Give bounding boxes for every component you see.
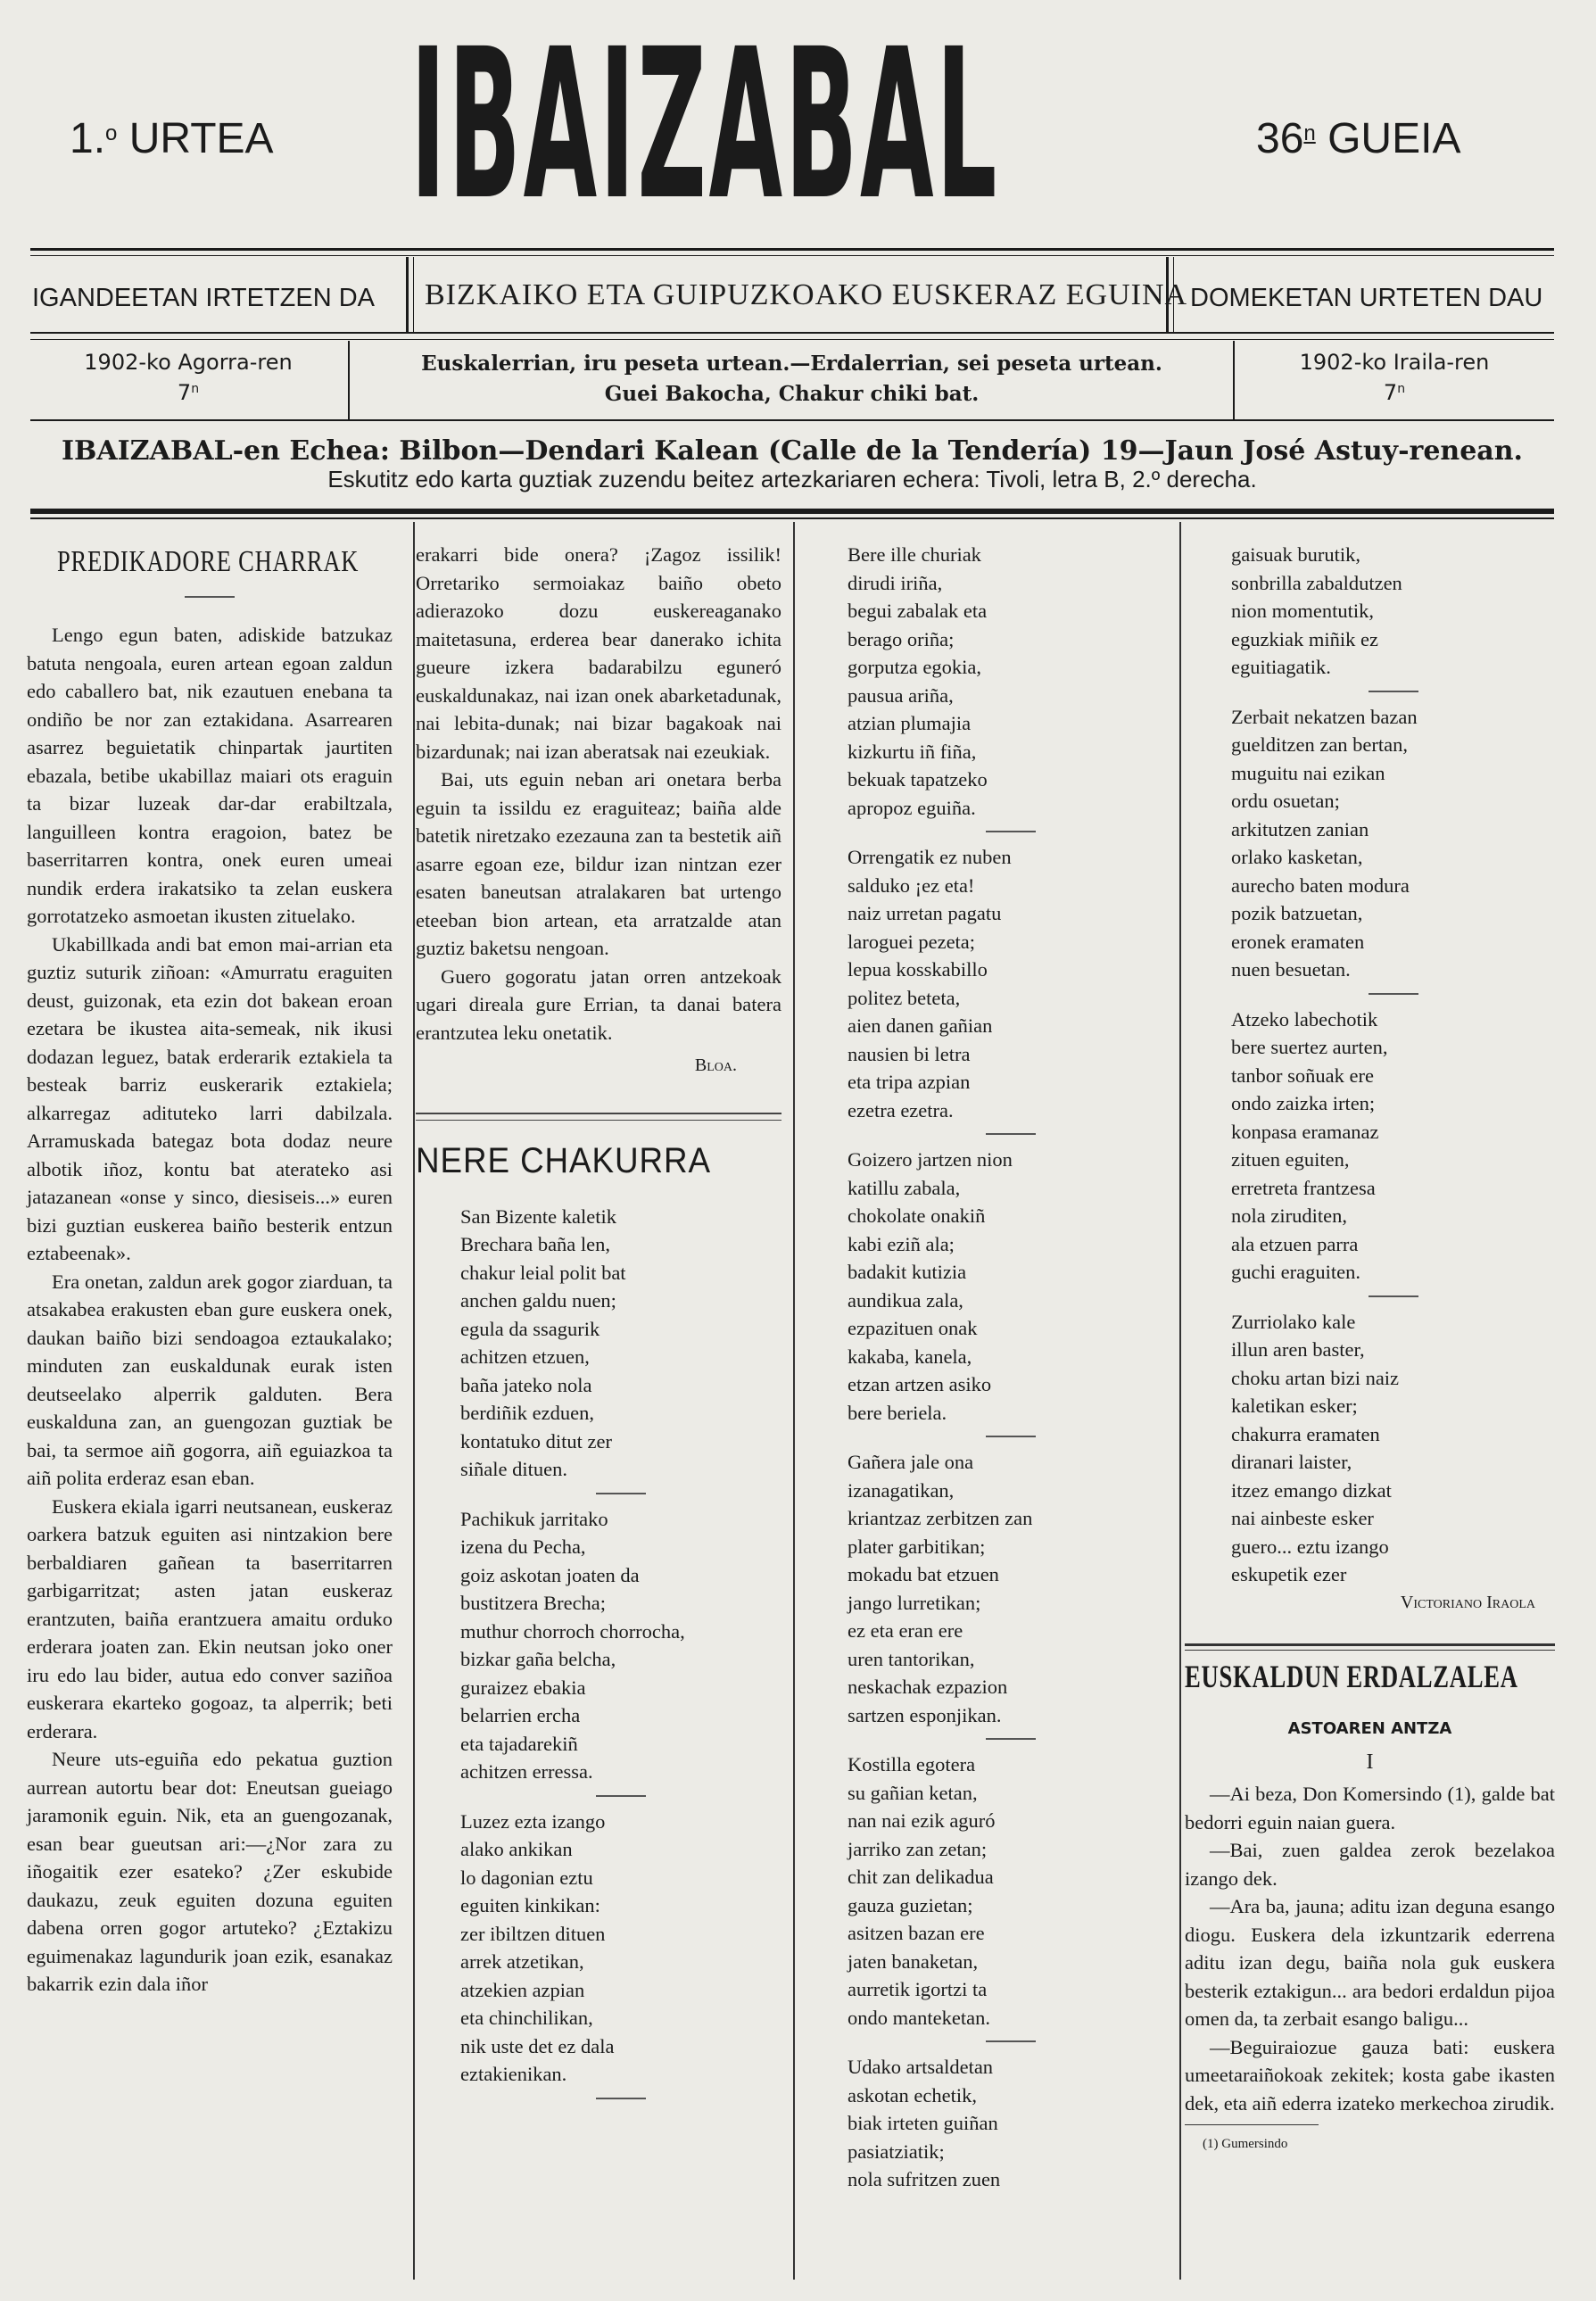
stanza-dash [596,1493,646,1494]
stanza-dash [1369,1295,1418,1297]
poem-stanza: Pachikuk jarritako izena du Pecha, goiz askotan joaten da bustitzera Brecha; muthur chorroch chorrocha, bizkar gaña belcha, guraizez ebakia belarrien ercha eta tajadarekiñ achitzen erressa. [460,1507,685,1783]
stanza-dash [986,1436,1036,1437]
info-left-day: 7 [177,380,192,405]
divider-thin [416,1120,781,1121]
rule-heavy-thin [30,517,1554,519]
stanza-dash [1369,993,1418,995]
poem-stanza: Luzez ezta izango alako ankikan lo dagonian eztu eguiten kinkikan: zer ibiltzen dituen arrek atzetikan, atzekien azpian eta chinchilikan, nik uste det ez dala eztakienikan. [460,1809,615,2085]
paragraph: Guero gogoratu jatan orren antzekoak ugari direala gure Errian, ta danai batera erantzutea leku onetatik. [416,964,781,1044]
divider [1185,1643,1555,1646]
column-1 [27,535,393,1999]
stanza-dash [986,1133,1036,1135]
column-3 [798,541,1173,2194]
rule-info-bottom [30,419,1554,421]
divider-thin [1185,1650,1555,1651]
paragraph: —Ara ba, jauna; aditu izan deguna esango diogu. Euskera dela izkuntzarik ederrena aditu izan degu, baiña nola guk euskera besterik eztakigun... ara bedori erdaldun pijoa omen da, ta zerbait esango baligu... [1185,1895,1555,2030]
article-title-wrap [1185,1659,1555,1702]
stanza-dash [986,1738,1036,1740]
info-right-day-wrap [1238,380,1551,405]
divider [416,1113,781,1114]
poem-stanza: Zurriolako kale illun aren baster, choku artan bizi naiz kaletikan esker; chakurra eramaten diranari laister, itzez emango dizkat nai ainbeste esker guero... eztu izango eskupetik ezer [1231,1310,1400,1585]
header-right: DOMEKETAN URTETEN DAU [1190,284,1543,312]
info-right-day: 7 [1383,380,1398,405]
chapter-numeral: I [1366,1750,1374,1774]
poem-stanza: gaisuak burutik, sonbrilla zabaldutzen nion momentutik, eguzkiak miñik ez eguitiagatik. [1231,543,1402,678]
rule-top [30,248,1554,251]
article-title-predikadore: PREDIKADORE CHARRAK [57,545,360,578]
issue-label [1256,114,1460,163]
stanza-dash [596,1795,646,1797]
office-address: IBAIZABAL-en Echea: Bilbon—Dendari Kalean (Calle de la Tendería) 19—Jaun José Astuy-renean. [61,435,1524,467]
paragraph: Era onetan, zaldun arek gogor ziarduan, ta atsakabea erakusten eban gure euskera onek, daukan baiño bizi sendoagoa eztaukalako; minduten zan euskaldunak eurak isten deutseelako alperrik galduten. Bera euskalduna zan, an guengozan guztiak be bai, ta sermoe aiñ gogorra, aiñ eguiazkoa ta aiñ polita erderaz esan eban. [27,1270,393,1489]
stanza-dash [986,2040,1036,2042]
paragraph: —Ai beza, Don Komersindo (1), galde bat bedorri eguin naian guera. [1185,1783,1555,1833]
issue-number: 36 [1256,115,1304,162]
signature-iraola: Victoriano Iraola [1400,1592,1535,1612]
poem-body [416,1203,781,2099]
paragraph: erakarri bide onera? ¡Zagoz issilik! Orretariko sermoiakaz baiño obeto adierazoko dozu euskereaganako maitetasuna, erderea bear danerako ichita gueure izkera badarabilzu eguneró euskaldunakaz, nai izan onek abarketadunak, nai lebita-dunak; nai bizar bagakoak nai bizardunak; nai izan aberatsak nai ezeukiak. [416,543,781,763]
paragraph: Bai, uts eguin neban ari onetara berba eguin ta issildu ez eraguiteaz; baiña alde batetik niretzako ezezauna zan ta bestetik aiñ asarre egoan eze, bildur izan nintzan ezer esaten baneutsan atralakaren bat urtengo eteeban bion artean, eta arratzalde atan guztiz baketsu nengoan. [416,768,781,959]
article-subtitle: ASTOAREN ANTZA [1287,1719,1452,1738]
paragraph: Lengo egun baten, adiskide batzukaz batuta nengoala, euren artean egoan zaldun edo caballero bat, nik ezautuen enebana ta ondiño be nor zan eztakidana. Asarrearen asarrez beguietatik chinpartak jaurtiten ebazala, betibe ukabillaz maiari ots eraguin ta bizar luzeak dar-dar erabiltzala, languilleen kontra eragoion, batez be baserritarren kontra, onek euren umeai nundik erdera irakatsiko ta zelan euskera gorrotatzeko asmoetan ikusten zituelako. [27,624,393,927]
rule-header-bottom [30,332,1554,334]
info-left-sup: n [191,382,200,396]
volume-label [70,114,274,163]
correspondence-address: Eskutitz edo karta guztiak zuzendu beitez artezkariaren echera: Tivoli, letra B, 2.º derecha. [327,466,1257,492]
poem-continuation [798,541,1173,2194]
info-left-date: 1902-ko Agorra-ren [84,350,293,375]
rule-top-thin [30,255,1554,256]
poem-stanza: Orrengatik ez nuben salduko ¡ez eta! naiz urretan pagatu laroguei pezeta; lepua kosskabillo politez beteta, aien danen gañian nausien bi letra eta tripa azpian ezetra ezetra. [848,846,1012,1122]
signature-bloa: Bloa. [694,1055,737,1075]
stanza-dash [1369,691,1418,692]
poem-stanza: Zerbait nekatzen bazan guelditzen zan bertan, muguitu nai ezikan ordu osuetan; arkitutzen zanian orlako kasketan, aurecho baten modura pozik batzuetan, eronek eramaten nuen besuetan. [1231,705,1418,981]
issue-price: Guei Bakocha, Chakur chiki bat. [604,382,980,406]
footnote-rule [1185,2124,1319,2125]
poem-stanza: San Bizente kaletik Brechara baña len, chakur leial polit bat anchen galdu nuen; egula da ssagurik achitzen etzuen, baña jateko nola berdiñik ezduen, kontatuko ditut zer siñale dituen. [460,1204,626,1480]
paragraph: —Beguiraiozue gauza bati: euskera umeetaraiñokoak zekitek; kosta gabe ikasten dek, eta aiñ ederra izateko merkechoa zirudik. [1185,2035,1555,2115]
year-word: URTEA [128,115,274,162]
header-divider-left-2 [413,257,414,332]
poem-stanza: Goizero jartzen nion katillu zabala, chokolate onakiñ kabi eziñ ala; badakit kutizia aundikua zala, ezpazituen onak kakaba, kanela, etzan artzen asiko bere beriela. [848,1148,1013,1424]
issue-superscript: n [1303,121,1316,145]
column-divider-3 [1179,522,1181,2280]
paragraph: Euskera ekiala igarri neutsanean, euskeraz oarkera batzuk eguiten asi nintzakion bere berbaldiaren gañean ta baserritarren garbigarritzat; asten jatan euskeraz erantzuten, baiña erantzuera amaitu orduko erderara joaten zan. Ekin neutsan joko oner iru edo lau bider, autua edo conver saziñoa euskerara ekarteko gogoaz, ta alperrik; beti erderara. [27,1494,393,1742]
poem-stanza: Atzeko labechotik bere suertez aurten, tanbor soñuak ere ondo zaizka irten; konpasa eramanaz zituen eguiten, erretreta frantzesa nola ziruditen, ala etzuen parra guchi eraguiten. [1231,1007,1388,1283]
paragraph: Neure uts-eguiña edo pekatua guztion aurrean autortu bear dot: Eneutsan gueiago jaramonik eguin. Nik, eta an guengozanak, esan bear gueutsan ari:—¿Nor zara zu iñogaitik ezer esateko? ¿Zer eskubide daukazu, zeuk eguiten dozuna eguiten dabena orren gogor artuteko? ¿Eztakizu eguimenakaz lagundurik joan ezik, esanakaz bakarrik ezin dala iñor [27,1748,393,1995]
paragraph: —Bai, zuen galdea zerok bezelakoa izango dek. [1185,1839,1555,1890]
poem-stanza: Gañera jale ona izanagatikan, kriantzaz zerbitzen zan plater garbitikan; mokadu bat etzuen jango lurretikan; ez eta eran ere uren tantorikan, neskachak ezpazion sartzen esponjikan. [848,1451,1033,1726]
poem-title-wrap [416,1140,781,1187]
year-number: 1. [70,115,106,162]
column-divider-1 [413,522,415,2280]
poem-title-nere-chakurra: NERE CHAKURRA [416,1140,711,1180]
article-title-euskaldun: EUSKALDUN ERDALZALEA [1185,1659,1518,1694]
newspaper-title: IBAIZABAL [410,4,1000,245]
info-left-day-wrap [32,380,344,405]
poem-stanza: Kostilla egotera su gañian ketan, nan nai ezik aguró jarriko zan zetan; chit zan delikadua gauza guzietan; asitzen bazan ere jaten banaketan, aurretik igortzi ta ondo manteketan. [848,1753,996,2029]
poem-stanza: Udako artsaldetan askotan echetik, biak irteten guiñan pasiatziatik; nola sufritzen zuen [848,2056,1001,2190]
poem-continuation-2 [1185,541,1555,1589]
header-divider-left [406,257,409,332]
info-right-date: 1902-ko Iraila-ren [1299,350,1490,375]
footnote: (1) Gumersindo [1203,2137,1288,2151]
stanza-dash [596,2098,646,2099]
info-right-sup: n [1397,382,1406,396]
paragraph: Ukabillkada andi bat emon mai-arrian eta guztiz suturik ziñoan: «Amurratu eraguiten deust, guizonak, eta ezin dot bakean eroan ezetara be ikustea aita-semeak, nik ikusi dodazan leguez, batak erderarik eztakiela ta besteak barriz euskerarik eztakiela; alkarregaz adituteko larri dabilzala. Arramuskada bategaz bota dodaz neure albotik iñoz, kontu bat aterateko asi jatazanean «onse y sinco, diesiseis...» euren bizi guztian euskerea baiño besterik entzun eztabeenak». [27,932,393,1264]
rule-header-bottom-thin [30,339,1554,340]
column-4 [1185,541,1555,2159]
article-title-wrap [57,545,393,580]
stanza-dash [986,831,1036,832]
info-divider-right [1233,341,1235,419]
title-dash [185,596,235,598]
poem-stanza: Bere ille churiak dirudi iriña, begui zabalak eta berago oriña; gorputza egokia, pausua ariña, atzian plumajia kizkurtu iñ fiña, bekuak tapatzeko apropoz eguiña. [848,543,988,819]
header-left: IGANDEETAN IRTETZEN DA [32,284,376,312]
info-divider-left [348,341,350,419]
rule-heavy [30,509,1554,514]
subscription-prices: Euskalerrian, iru peseta urtean.—Erdalerrian, sei peseta urtean. [421,352,1162,376]
column-2 [416,541,781,2110]
column-divider-2 [793,522,795,2280]
year-superscript: o [105,121,118,145]
issue-word: GUEIA [1327,115,1461,162]
header-center: BIZKAIKO ETA GUIPUZKOAKO EUSKERAZ EGUINA [425,278,1188,311]
